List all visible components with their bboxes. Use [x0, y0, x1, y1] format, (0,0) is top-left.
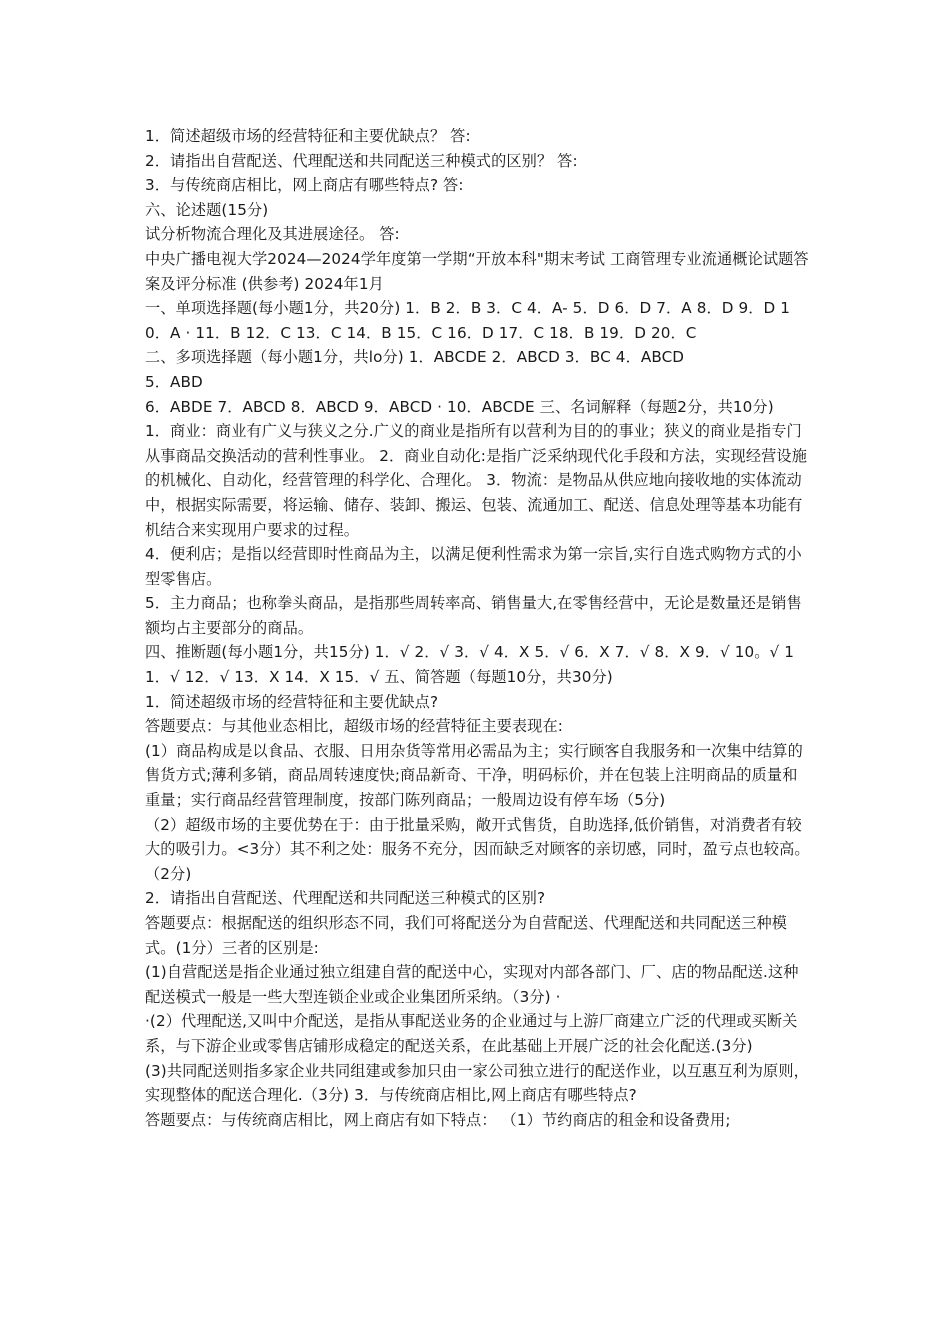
short-answer-q1: 1．简述超级市场的经营特征和主要优缺点? — [145, 692, 439, 711]
essay-question: 试分析物流合理化及其进展途径。 答: — [145, 225, 400, 244]
multiple-choice-answers-cont-2: 6．ABDE 7．ABCD 8．ABCD 9．ABCD · 10．ABCDE 三、名词解释（每题2分，共10分) — [145, 397, 774, 416]
short-answer-q2: 2．请指出自营配送、代理配送和共同配送三种模式的区别? — [145, 889, 546, 908]
term-definitions: 1．商业：商业有广义与狭义之分.广义的商业是指所有以营利为目的的事业；狭义的商业是指专门从事商品交换活动的营利性事业。 2．商业自动化:是指广泛采纳现代化手段和方法，实现经营设施的机械化、自动化，经营管理的科学化、合理化。 3．物流：是物品从供应地向接收地的实体流动中，根据实际需要，将运输、储存、装卸、搬运、包装、流通加工、配送、信息处理等基本功能有机结合来实现用户要求的过程。 — [145, 422, 807, 539]
short-answer-q2-intro: 答题要点：根据配送的组织形态不同，我们可将配送分为自营配送、代理配送和共同配送三种模式。(1分）三者的区别是: — [145, 914, 788, 957]
question-3: 3．与传统商店相比，网上商店有哪些特点? 答: — [145, 176, 464, 195]
term-main-products: 5．主力商品；也称拳头商品，是指那些周转率高、销售量大,在零售经营中，无论是数量还是销售额均占主要部分的商品。 — [145, 594, 802, 637]
short-answer-q1-point-2: （2）超级市场的主要优势在于：由于批量采购，敞开式售货，自助选择,低价销售，对消费者有较大的吸引力。<3分）其不利之处：服务不充分，因而缺乏对顾客的亲切感，同时，盈亏点也较高。（2分) — [145, 815, 810, 883]
question-2: 2．请指出自营配送、代理配送和共同配送三种模式的区别？ 答: — [145, 151, 578, 170]
section-heading-essay: 六、论述题(15分) — [145, 200, 269, 219]
short-answer-q2-point-1: (1)自营配送是指企业通过独立组建自营的配送中心，实现对内部各部门、厂、店的物品配送.这种配送模式一般是一些大型连锁企业或企业集团所采纳。（3分) · — [145, 963, 799, 1006]
short-answer-q2-point-2: ·(2）代理配送,又叫中介配送，是指从事配送业务的企业通过与上游厂商建立广泛的代理或买断关系，与下游企业或零售店铺形成稳定的配送关系，在此基础上开展广泛的社会化配送.(3分) — [145, 1012, 798, 1055]
single-choice-answers: 一、单项选择题(每小题1分，共20分) 1．B 2．B 3．C 4．A- 5．D 6．D 7．A 8．D 9．D 10．A · 11．B 12．C 13．C 14．B 15．C 16．D 17．C 18．B 19．D 20．C — [145, 299, 791, 342]
true-false-answers: 四、推断题(每小题1分，共15分) 1．√ 2．√ 3．√ 4．X 5．√ 6．X 7．√ 8．X 9．√ 10。√ 11．√ 12．√ 13．X 14．X 15．√ 五、简答题（每题10分，共30分) — [145, 643, 794, 687]
short-answer-q2-point-3: (3)共同配送则指多家企业共同组建或参加只由一家公司独立进行的配送作业，以互惠互利为原则，实现整体的配送合理化.（3分) 3．与传统商店相比,网上商店有哪些特点? — [145, 1061, 809, 1105]
term-convenience-store: 4．便利店；是指以经营即时性商品为主，以满足便利性需求为第一宗旨,实行自选式购物方式的小型零售店。 — [145, 545, 802, 588]
short-answer-q1-point-1: (1）商品构成是以食品、衣服、日用杂货等常用必需品为主；实行顾客自我服务和一次集中结算的售货方式;薄利多销，商品周转速度快;商品新奇、干净，明码标价，并在包装上注明商品的质量和重量；实行商品经营管理制度，按部门陈列商品；一般周边设有停车场（5分) — [145, 741, 803, 810]
short-answer-q3-intro: 答题要点：与传统商店相比，网上商店有如下特点： （1）节约商店的租金和设备费用; — [145, 1110, 731, 1129]
multiple-choice-answers: 二、多项选择题（每小题1分，共lo分) 1．ABCDE 2．ABCD 3．BC 4．ABCD — [145, 348, 685, 367]
multiple-choice-answers-cont: 5．ABD — [145, 372, 203, 391]
short-answer-q1-intro: 答题要点：与其他业态相比，超级市场的经营特征主要表现在: — [145, 717, 563, 736]
document-page — [145, 124, 810, 1132]
question-1: 1．简述超级市场的经营特征和主要优缺点？ 答: — [145, 127, 471, 145]
answer-key-title: 中央广播电视大学2024—2024学年度第一学期“开放本科"期末考试 工商管理专业流通概论试题答案及评分标准 (供参考) 2024年1月 — [145, 249, 809, 293]
